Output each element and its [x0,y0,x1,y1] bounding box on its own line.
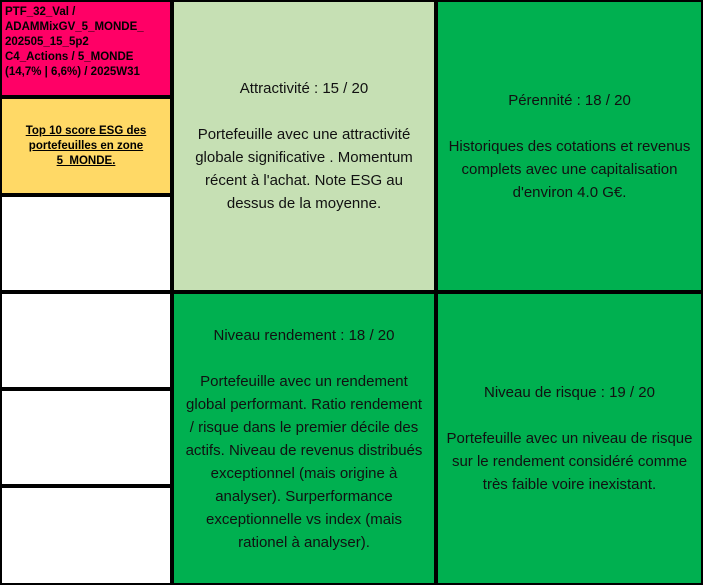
title-line-5: (14,7% | 6,6%) / 2025W31 [5,66,140,78]
rendement-title: Niveau rendement : 18 / 20 [213,326,395,344]
top10-esg-cell [0,97,172,195]
title-line-2: ADAMMixGV_5_MONDE_ [5,21,144,33]
attractivite-title: Attractivité : 15 / 20 [239,80,369,97]
risque-body: Portefeuille avec un niveau de risque sur le rendement considéré comme très faible voire inexistant. [446,430,693,493]
portfolio-title-cell [0,0,172,97]
risque-panel [436,292,703,585]
rendement-panel [172,292,436,585]
empty-cell-3 [0,389,172,486]
top10-line-2: portefeuilles en zone [28,139,144,152]
title-line-1: PTF_32_Val / [5,6,76,18]
top10-line-3: 5_MONDE. [56,154,116,167]
perennite-title: Pérennité : 18 / 20 [508,91,631,109]
title-line-4: C4_Actions / 5_MONDE [5,51,134,63]
perennite-panel [436,0,703,292]
empty-cell-4 [0,486,172,585]
top10-line-1: Top 10 score ESG des [25,124,147,137]
title-line-3: 202505_15_5p2 [5,36,89,48]
risque-title: Niveau de risque : 19 / 20 [484,384,655,401]
rendement-body: Portefeuille avec un rendement global performant. Ratio rendement / risque dans le premier décile des actifs. Niveau de revenus distribués exceptionnel (mais origine à analyser). Surperformance exceptionnelle vs index (mais rationel à analyser). [185,372,423,551]
attractivite-body: Portefeuille avec une attractivité globale significative . Momentum récent à l'achat. Note ESG au dessus de la moyenne. [195,126,413,212]
perennite-body: Historiques des cotations et revenus complets avec une capitalisation d'environ 4.0 G€. [448,137,691,201]
empty-cell-1 [0,195,172,292]
attractivite-panel [172,0,436,292]
empty-cell-2 [0,292,172,389]
